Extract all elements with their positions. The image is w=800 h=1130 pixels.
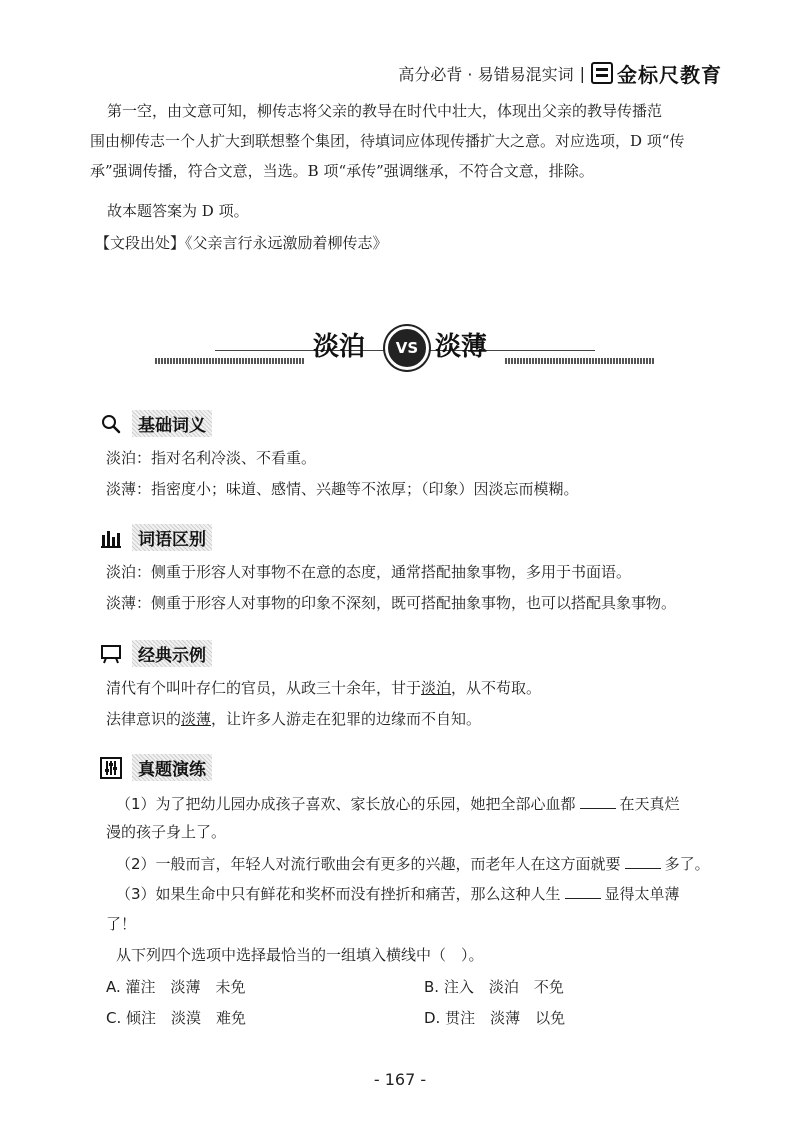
basic-line-1: 淡泊：指对名利冷淡、不看重。 — [106, 449, 317, 467]
question-1-after: 在天真烂 — [619, 795, 680, 813]
sliders-icon — [100, 757, 122, 779]
option-b: B. 注入 淡泊 不免 — [424, 978, 564, 996]
question-2 — [106, 850, 746, 878]
section-label-basic: 基础词义 — [132, 410, 212, 437]
brand-logo — [591, 59, 722, 88]
question-3-continued: 了！ — [106, 915, 137, 933]
question-1 — [106, 790, 746, 818]
blank-line — [580, 794, 616, 809]
question-3-after: 显得太单薄 — [604, 885, 680, 903]
section-classic-examples — [100, 640, 212, 667]
option-d: D. 贯注 淡薄 以免 — [424, 1009, 566, 1027]
explanation-line-3: 承”强调传播，符合文意，当选。B 项“承传”强调继承，不符合文意，排除。 — [90, 162, 594, 180]
example-2-after: ，让许多人游走在犯罪的边缘而不自知。 — [211, 710, 482, 728]
example-2-before: 法律意识的 — [106, 710, 182, 728]
search-icon — [100, 413, 122, 435]
explanation-line-2: 围由柳传志一个人扩大到联想整个集团，待填词应体现传播扩大之意。对应选项，D 项“传 — [90, 132, 685, 150]
example-1-after: ，从不苟取。 — [451, 679, 542, 697]
title-divider-right — [505, 358, 655, 364]
basic-line-2: 淡薄：指密度小；味道、感情、兴趣等不浓厚；（印象）因淡忘而模糊。 — [106, 480, 579, 498]
section-basic-meaning — [100, 410, 212, 437]
section-label-difference: 词语区别 — [132, 524, 212, 551]
example-1-keyword: 淡泊 — [421, 679, 452, 697]
practice-instruction: 从下列四个选项中选择最恰当的一组填入横线中（ ）。 — [116, 946, 484, 964]
section-label-practice: 真题演练 — [132, 754, 212, 781]
logo-text: 金标尺教育 — [617, 62, 722, 87]
section-practice — [100, 754, 212, 781]
explanation-line-1: 第一空，由文意可知，柳传志将父亲的教导在时代中壮大，体现出父亲的教导传播范 — [107, 102, 663, 120]
question-1-continued: 漫的孩子身上了。 — [106, 823, 227, 841]
title-word-2: 淡薄 — [435, 332, 488, 362]
question-1-before: （1）为了把幼儿园办成孩子喜欢、家长放心的乐园，她把全部心血都 — [116, 795, 576, 813]
header-separator: | — [579, 63, 585, 83]
example-line-1 — [106, 674, 746, 702]
title-word-1: 淡泊 — [313, 332, 366, 362]
source-line: 【文段出处】《父亲言行永远激励着柳传志》 — [95, 234, 388, 252]
page-number: - 167 - — [373, 1070, 427, 1089]
vs-badge: VS — [385, 326, 429, 370]
page-header — [398, 56, 722, 90]
bar-chart-icon — [100, 527, 122, 549]
board-icon — [100, 643, 122, 665]
question-2-before: （2）一般而言，年轻人对流行歌曲会有更多的兴趣，而老年人在这方面就要 — [116, 855, 621, 873]
header-title: 高分必背 · 易错易混实词 — [398, 64, 574, 84]
example-line-2 — [106, 705, 746, 733]
example-1-before: 清代有个叫叶存仁的官员，从政三十余年，甘于 — [106, 679, 422, 697]
difference-line-1: 淡泊：侧重于形容人对事物不在意的态度，通常搭配抽象事物，多用于书面语。 — [106, 563, 632, 581]
question-3 — [106, 880, 746, 908]
comparison-title — [155, 320, 655, 380]
difference-line-2: 淡薄：侧重于形容人对事物的印象不深刻，既可搭配抽象事物，也可以搭配具象事物。 — [106, 594, 677, 612]
option-a: A. 灌注 淡薄 未免 — [106, 978, 246, 996]
section-word-difference — [100, 524, 212, 551]
section-label-examples: 经典示例 — [132, 640, 212, 667]
option-c: C. 倾注 淡漠 难免 — [106, 1009, 247, 1027]
blank-line — [565, 884, 601, 899]
question-2-after: 多了。 — [664, 855, 710, 873]
example-2-keyword: 淡薄 — [181, 710, 212, 728]
question-3-before: （3）如果生命中只有鲜花和奖杯而没有挫折和痛苦，那么这种人生 — [116, 885, 561, 903]
answer-line: 故本题答案为 D 项。 — [107, 202, 249, 220]
blank-line — [625, 854, 661, 869]
logo-mark-icon — [591, 62, 613, 84]
title-divider-left — [155, 358, 305, 364]
